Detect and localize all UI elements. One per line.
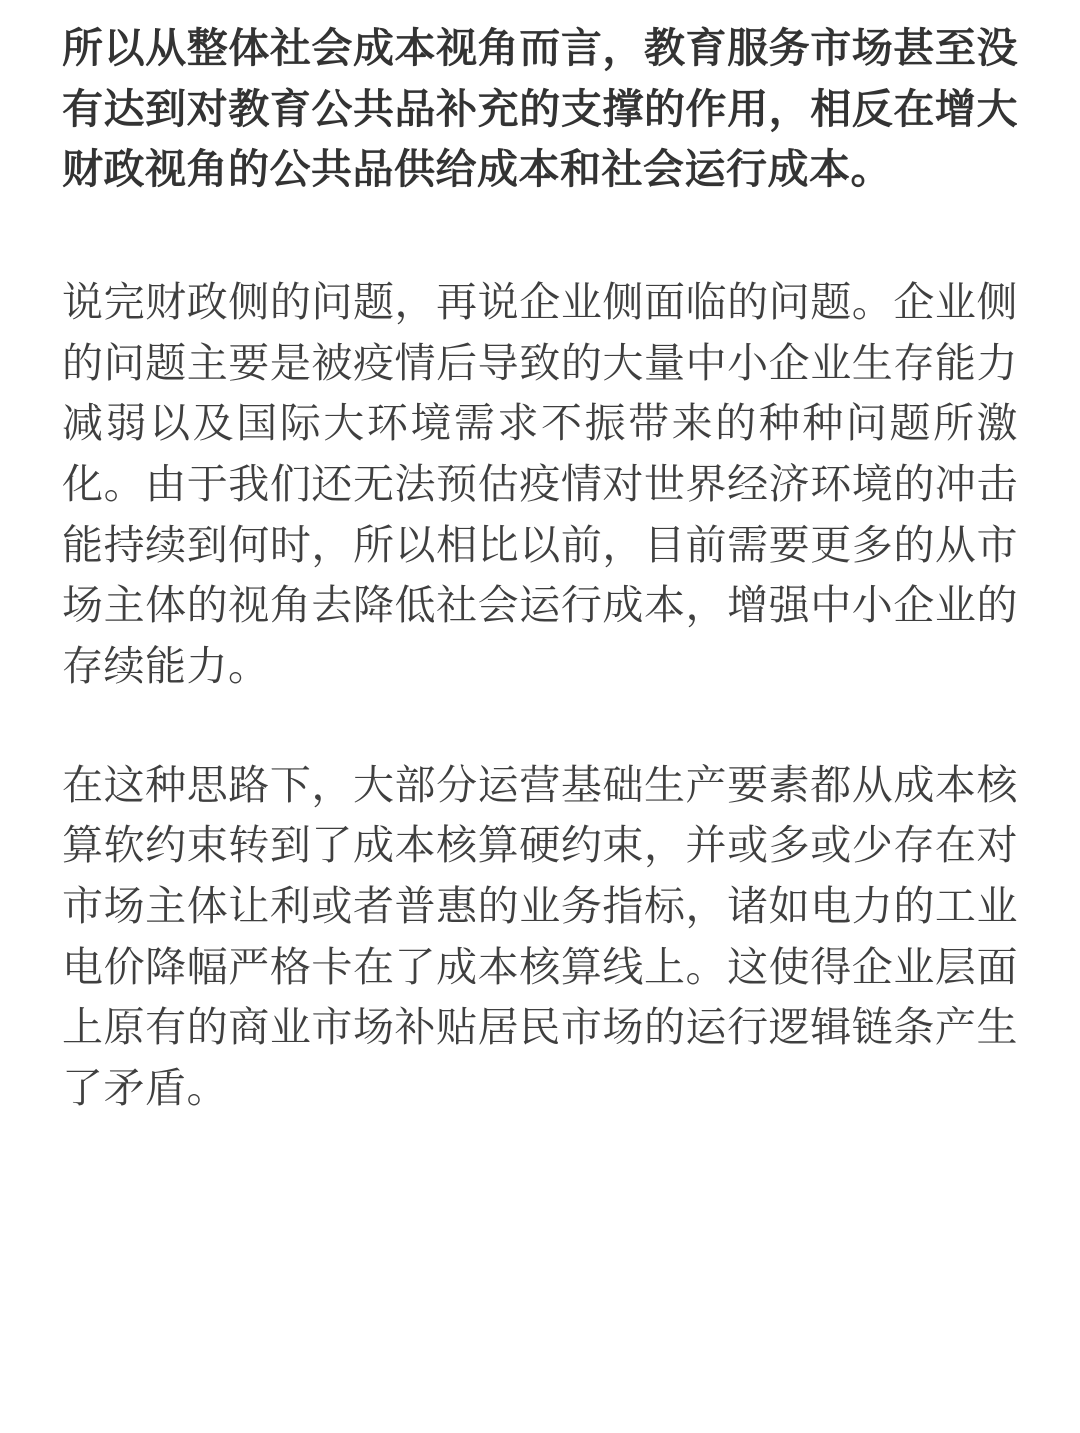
paragraph-3: 在这种思路下，大部分运营基础生产要素都从成本核算软约束转到了成本核算硬约束，并或多或少存在对市场主体让利或者普惠的业务指标，诸如电力的工业电价降幅严格卡在了成本核算线上。这使得企业层面上原有的商业市场补贴居民市场的运行逻辑链条产生了矛盾。 (62, 761, 1018, 1112)
paragraph-1: 所以从整体社会成本视角而言，教育服务市场甚至没有达到对教育公共品补充的支撑的作用，相反在增大财政视角的公共品供给成本和社会运行成本。 (62, 25, 1018, 193)
paragraph-2: 说完财政侧的问题，再说企业侧面临的问题。企业侧的问题主要是被疫情后导致的大量中小企业生存能力减弱以及国际大环境需求不振带来的种种问题所激化。由于我们还无法预估疫情对世界经济环境的冲击能持续到何时，所以相比以前，目前需要更多的从市场主体的视角去降低社会运行成本，增强中小企业的存续能力。 (62, 279, 1018, 690)
